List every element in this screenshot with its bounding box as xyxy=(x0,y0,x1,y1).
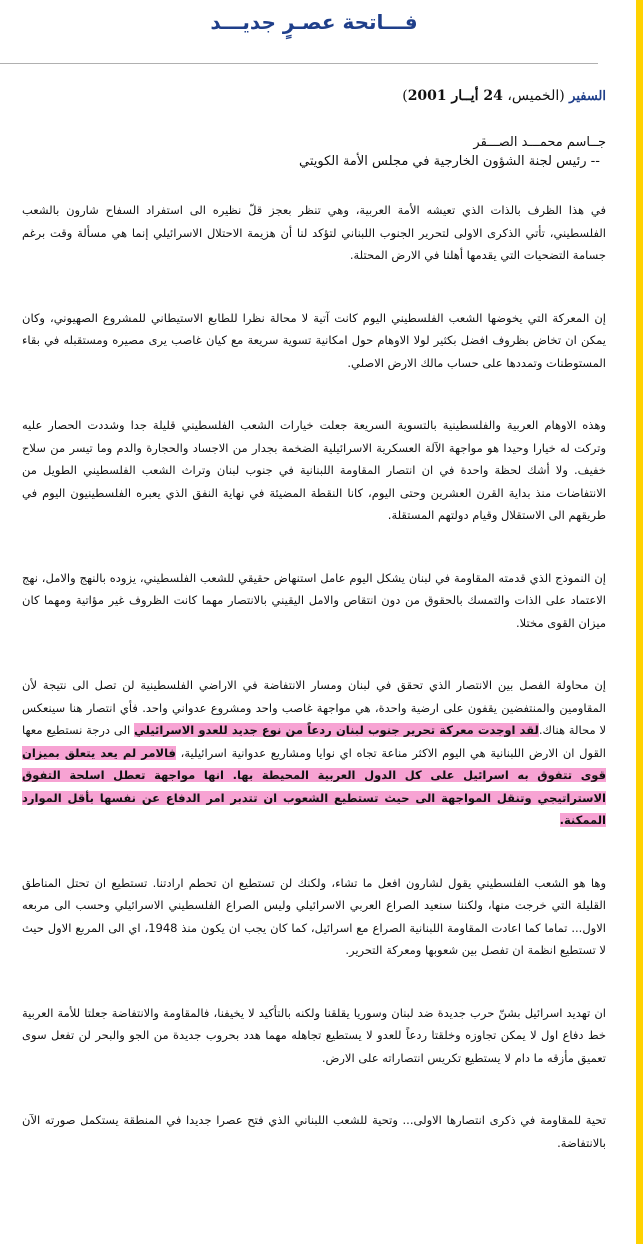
highlight-2: فالامر لم يعد يتعلق بميزان قوى تتفوق به اسرائيل على كل الدول العربية المحيطة بها. انها مواجهة تعطل اسلحة التفوق الاستراتيجي وتنقل المواجهة الى حيث تستطيع الشعوب ان تتدبر امر الدفاع عن نفسها بأقل الموارد الممكنة. xyxy=(22,745,606,827)
date-open: (الخميس، xyxy=(502,88,565,104)
yellow-edge-bar xyxy=(636,0,643,1244)
author-name: جــاسم محمـــد الصـــقر xyxy=(473,135,606,150)
author-block xyxy=(22,133,606,171)
date-close: ) xyxy=(402,88,408,104)
article-dateline xyxy=(22,86,606,107)
paragraph-5 xyxy=(22,674,606,832)
paragraph-8: تحية للمقاومة في ذكرى انتصارها الاولى... وتحية للشعب اللبناني الذي فتح عصرا جديدا في المنطقة يستكمل صورته الآن بالانتفاضة. xyxy=(22,1113,606,1150)
paragraph-4: إن النموذج الذي قدمته المقاومة في لبنان يشكل اليوم عامل استنهاض حقيقي للشعب الفلسطيني، يزوده بالنهج والامل، نهج الاعتماد على الذات والتمسك بالحقوق من دون انتقاص والامل اليقيني بالانتصار مهما كانت الظروف غير مؤاتية ومهما كان ميزان القوى مختلا. xyxy=(22,570,606,630)
paragraph-5-mid: الى درجة نستطيع معها القول ان الارض اللبنانية هي اليوم الاكثر مناعة تجاه اي نوايا ومشاريع عدوانية اسرائيلية، xyxy=(22,723,606,760)
author-role: -- رئيس لجنة الشؤون الخارجية في مجلس الأمة الكويتي xyxy=(298,154,600,169)
article-title: فـــاتحة عصـرٍ جديـــد xyxy=(210,10,418,34)
highlight-1: لقد اوجدت معركة تحرير جنوب لبنان ردعاً من نوع جديد للعدو الاسرائيلي xyxy=(133,723,539,737)
title-divider xyxy=(0,63,598,64)
paragraph-1: في هذا الظرف بالذات الذي تعيشه الأمة العربية، وهي تنظر بعجز قلّ نظيره الى استفراد السفاح شارون بالشعب الفلسطيني، تأتي الذكرى الاولى لتحرير الجنوب اللبناني لتؤكد لنا أن هزيمة الاحتلال الاسرائيلي إنما هي مسألة وقت برغم جسامة التضحيات التي يقدمها أهلنا في الارض المحتلة. xyxy=(22,203,606,262)
paragraph-2: إن المعركة التي يخوضها الشعب الفلسطيني اليوم كانت آتية لا محالة نظرا للطابع الاستيطاني للمشروع الصهيوني، وكان يمكن ان تخاض بظروف افضل بكثير لولا الاوهام حول امكانية تسوية سريعة مع كيان غاصب يرى مصيره ومستقبله في بقاء المستوطنات وتمددها على حساب مالك الارض الاصلي. xyxy=(22,310,606,370)
paragraph-6: وها هو الشعب الفلسطيني يقول لشارون افعل ما تشاء، ولكنك لن تستطيع ان تحطم ارادتنا. تستطيع ان تحتل المناطق القليلة التي خرجت منها، ولكننا سنعيد الصراع العربي الاسرائيلي وليس الصراع الفلسطيني الاسرائيلي وحسب الى مربعه الاول... تماما كما اعادت المقاومة اللبنانية الصراع مع اسرائيل، كما كان يجب ان يكون منذ 1948، اي الى المربع الاول حيث لا تستطيع انظمة ان تفصل بين شعوبها ومعركة التحرير. xyxy=(22,875,606,957)
paragraph-5-lead: إن محاولة الفصل بين الانتصار الذي تحقق في لبنان ومسار الانتفاضة في الاراضي الفلسطينية لن تصل الى نتيجة لأن المقاومين والمنتفضين يقفون على ارضية واحدة، هي مواجهة غاصب واحد ومشروع عدواني واحد. فأي انتصار هنا سينعكس لا محالة هناك. xyxy=(22,678,606,737)
paragraph-7: ان تهديد اسرائيل بشنّ حرب جديدة ضد لبنان وسوريا يقلقنا ولكنه بالتأكيد لا يخيفنا، فالمقاومة والانتفاضة جعلتا للأمة العربية خط دفاع اول لا يمكن تجاوزه وخلقتا ردعاً للعدو لا يستطيع تجاهله مهما هدد بحروب جديدة من الجو والبحر لن تفعل سوى تعميق مأزقه ما دام لا يستطيع تكريس انتصاراته على الارض. xyxy=(22,1005,606,1065)
date-value: 24 أيــار 2001 xyxy=(407,88,503,104)
paragraph-3: وهذه الاوهام العربية والفلسطينية بالتسوية السريعة جعلت خيارات الشعب الفلسطيني قليلة جدا وشددت الحصار عليه وتركت له خيارا وحيدا هو مواجهة الآلة العسكرية الاسرائيلية الضخمة بجدار من الاجساد والحجارة والدم وما تيسر من سلاح خفيف. ولا أشك لحظة واحدة في ان انتصار المقاومة اللبنانية في جنوب لبنان وتراث الشعب الفلسطيني الطويل من الانتفاضات منذ بداية القرن العشرين وحتى اليوم، كانا النقطة المضيئة في نهاية النفق الذي يعبره الفلسطينيون اليوم في طريقهم الى الاستقلال وقيام دولتهم المستقلة. xyxy=(22,418,606,522)
source-name: السفير xyxy=(569,89,606,104)
